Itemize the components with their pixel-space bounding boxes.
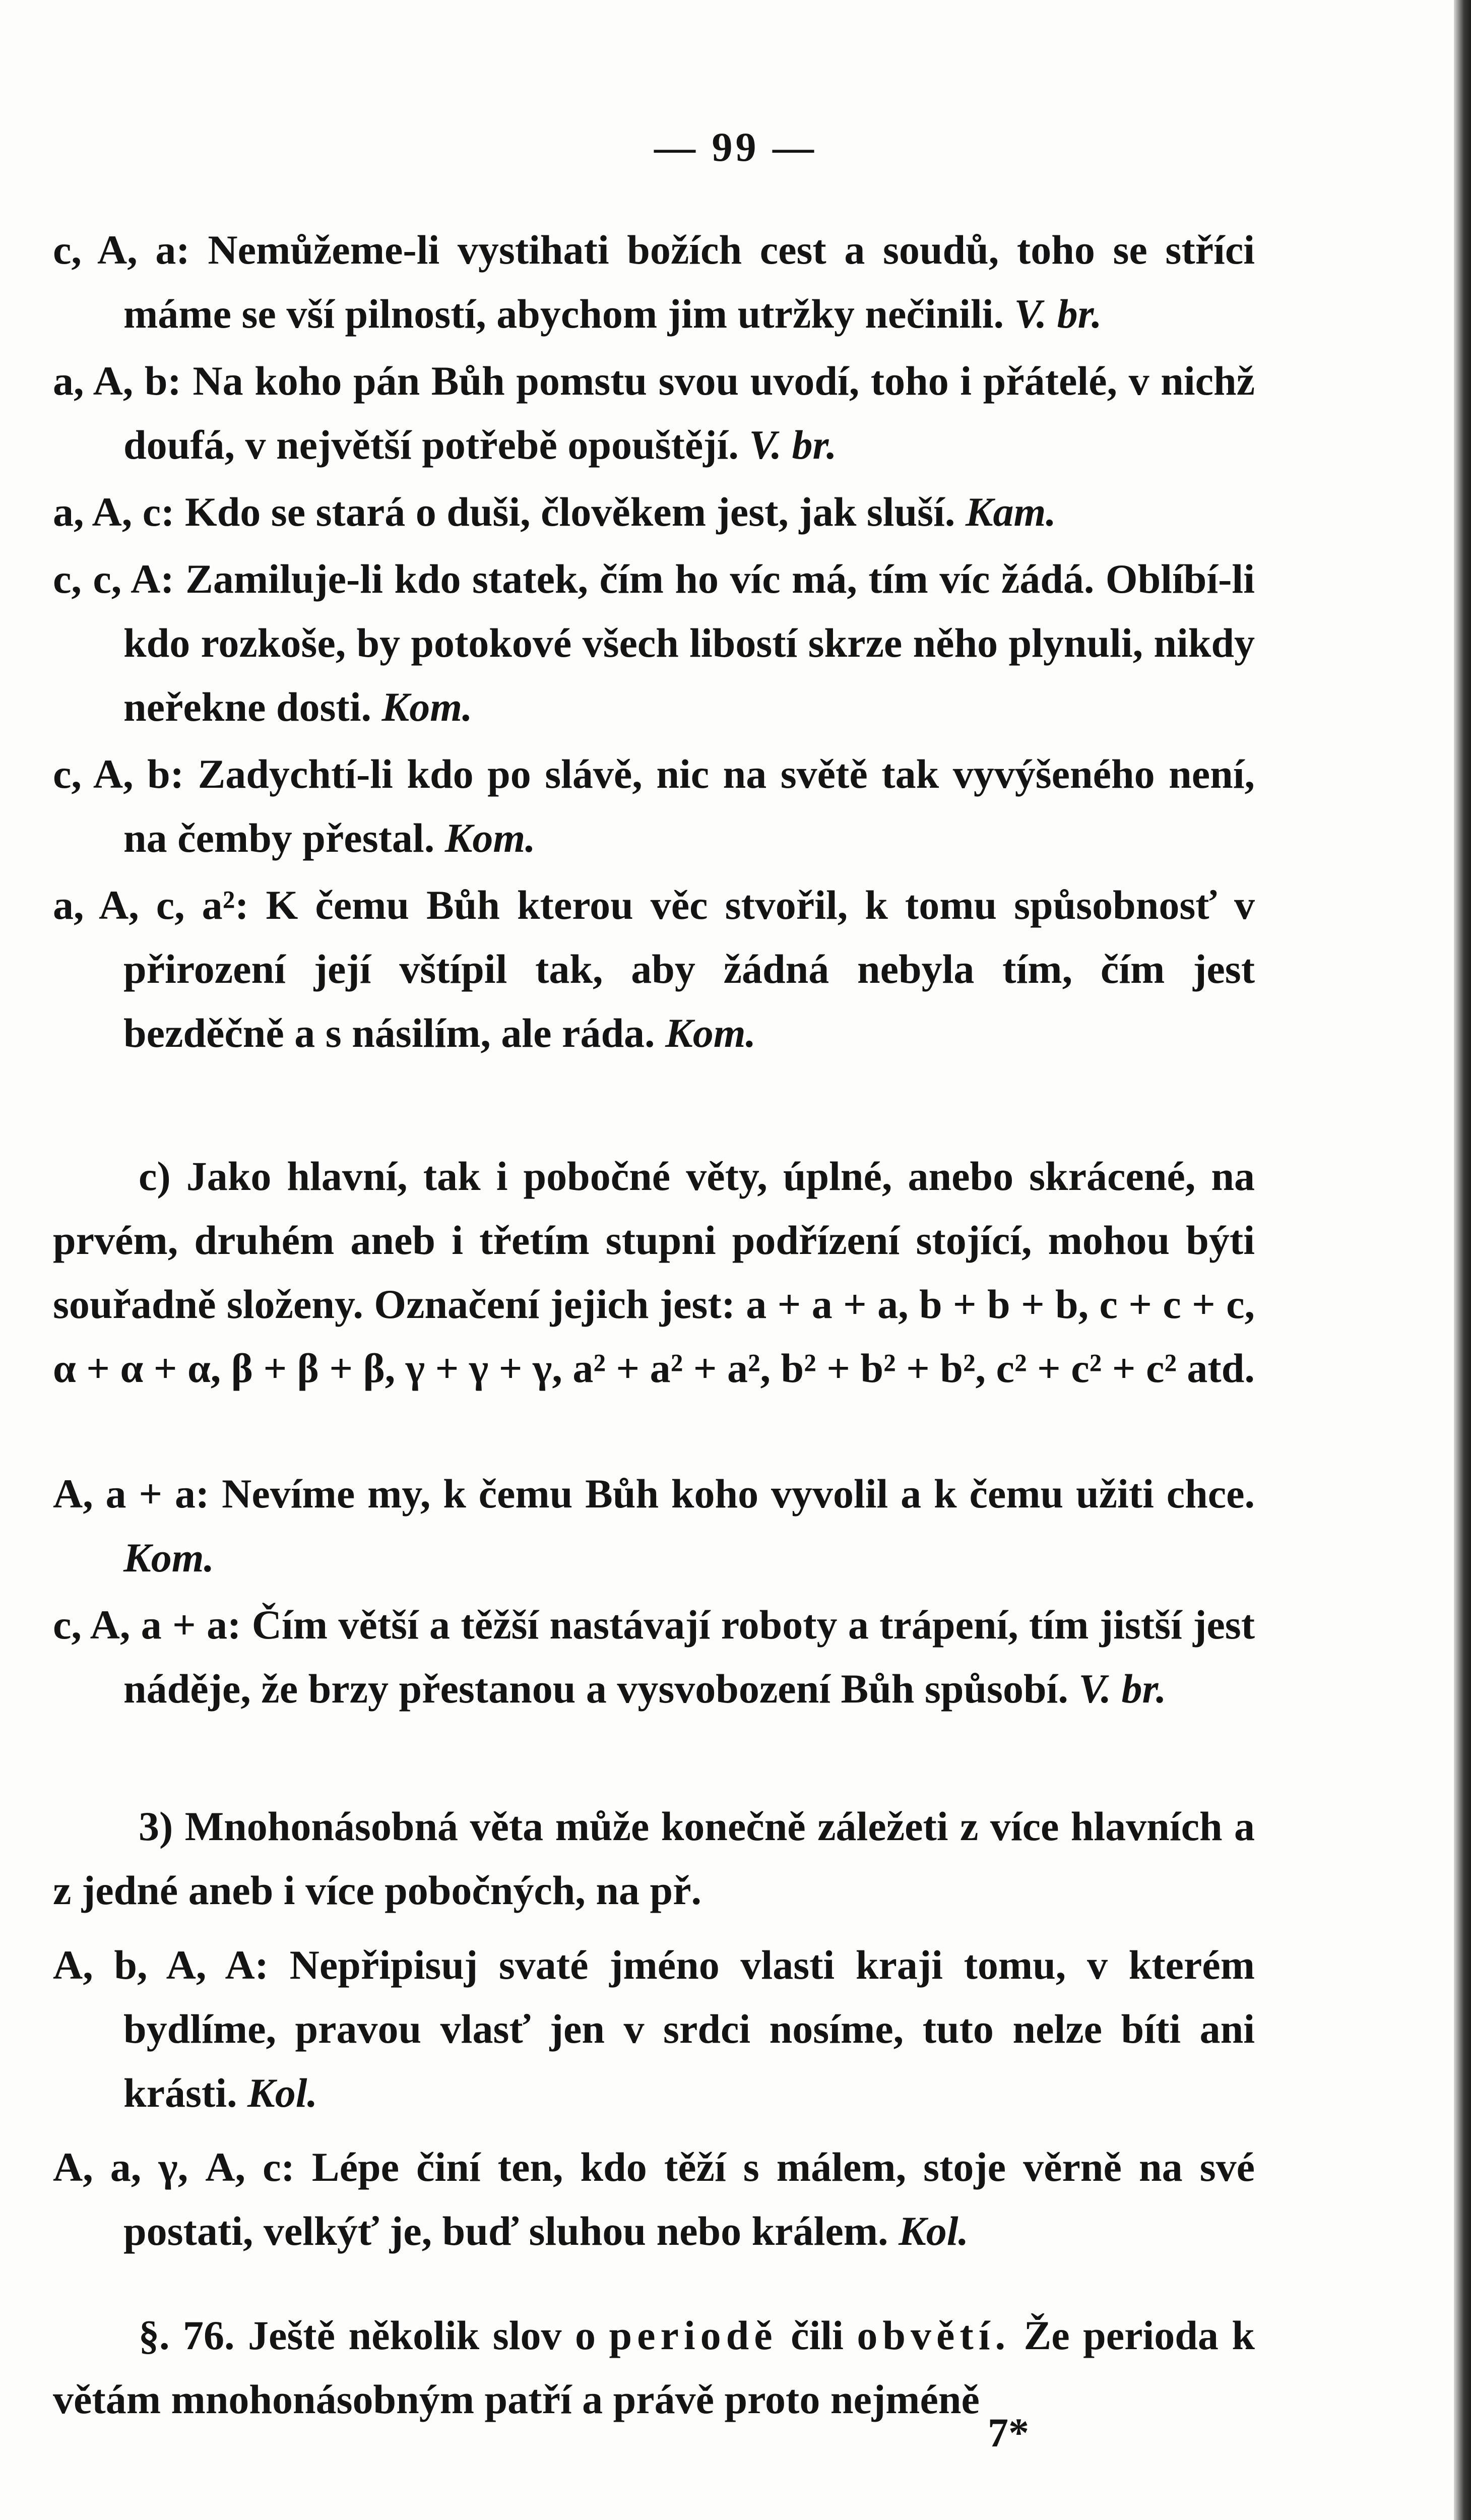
example-label: A, a, γ, A, c: bbox=[53, 2144, 295, 2190]
example-3 bbox=[53, 547, 1255, 739]
section-mid: čili bbox=[791, 2312, 844, 2358]
example-1 bbox=[53, 1593, 1255, 1721]
example-1 bbox=[53, 349, 1255, 477]
paragraph-3 bbox=[53, 1794, 1255, 1922]
term-obveti: obvětí. bbox=[857, 2312, 1011, 2358]
example-1 bbox=[53, 2135, 1255, 2263]
examples-block-a bbox=[53, 218, 1255, 1065]
example-label: c, c, A: bbox=[53, 556, 174, 602]
section-76 bbox=[53, 2303, 1255, 2431]
example-text: K čemu Bůh kterou věc stvořil, k tomu spůsobnosť v přirození její vštípil tak, aby žádná nebyla tím, čím jest bezděčně a s násilím, ale ráda. bbox=[123, 882, 1255, 1056]
example-0 bbox=[53, 218, 1255, 346]
example-source: Kol. bbox=[899, 2208, 969, 2254]
example-label: a, A, c: bbox=[53, 489, 175, 535]
example-source: Kam. bbox=[965, 489, 1056, 535]
example-2 bbox=[53, 480, 1255, 544]
example-0 bbox=[53, 1933, 1255, 2125]
example-0 bbox=[53, 1462, 1255, 1590]
example-5 bbox=[53, 873, 1255, 1065]
example-source: Kol. bbox=[247, 2070, 317, 2116]
example-label: a, A, c, a²: bbox=[53, 882, 249, 928]
section-number: §. 76. bbox=[139, 2312, 235, 2358]
example-source: Kom. bbox=[123, 1535, 214, 1581]
example-label: A, a + a: bbox=[53, 1471, 210, 1517]
paragraph-3-text: 3) Mnohonásobná věta může konečně záležeti z více hlavních a z jedné aneb i více pobočných, na př. bbox=[53, 1803, 1255, 1913]
example-label: c, A, a + a: bbox=[53, 1602, 241, 1648]
examples-block-b bbox=[53, 1462, 1255, 1721]
page-edge-shadow bbox=[1454, 0, 1471, 2520]
paragraph-c bbox=[53, 1144, 1255, 1400]
example-source: V. br. bbox=[1014, 291, 1102, 337]
example-text: Lépe činí ten, kdo těží s málem, stoje věrně na své postati, velkýť je, buď sluhou nebo králem. bbox=[123, 2144, 1255, 2254]
paragraph-c-text: c) Jako hlavní, tak i pobočné věty, úplné, anebo skrácené, na prvém, druhém aneb i třetím stupni podřízení stojící, mohou býti souřadně složeny. Označení jejich jest: a + a + a, b + b + b, c + c + c, α + α + α, β + β + β, γ + γ + γ, a² + a² + a², b² + b² + b², c² + c² + c² atd. bbox=[53, 1153, 1255, 1391]
example-text: Na koho pán Bůh pomstu svou uvodí, toho i přátelé, v nichž doufá, v největší potřebě opouštějí. bbox=[123, 358, 1255, 468]
example-text: Nevíme my, k čemu Bůh koho vyvolil a k čemu užiti chce. bbox=[222, 1471, 1255, 1517]
section-rest: Že perioda k větám mnohonásobným patří a právě proto nejméně bbox=[53, 2312, 1255, 2422]
section-lead: Ještě několik slov o bbox=[248, 2312, 596, 2358]
catchword: 7* bbox=[988, 2410, 1029, 2455]
example-text: Zadychtí-li kdo po slávě, nic na světě tak vyvýšeného není, na čemby přestal. bbox=[123, 751, 1255, 861]
term-periode: periodě bbox=[609, 2312, 778, 2358]
example-label: c, A, b: bbox=[53, 751, 184, 797]
example-text: Čím větší a těžší nastávají roboty a trápení, tím jistší jest náděje, že brzy přestanou a vysvobození Bůh spůsobí. bbox=[123, 1602, 1255, 1712]
example-source: Kom. bbox=[444, 815, 536, 861]
section-76-text bbox=[53, 2303, 1255, 2431]
example-label: c, A, a: bbox=[53, 227, 190, 273]
example-text: Kdo se stará o duši, člověkem jest, jak sluší. bbox=[184, 489, 955, 535]
example-source: V. br. bbox=[749, 422, 837, 468]
example-4 bbox=[53, 742, 1255, 870]
example-text: Nepřipisuj svaté jméno vlasti kraji tomu, v kterém bydlíme, pravou vlasť jen v srdci nosíme, tuto nelze bíti ani krásti. bbox=[123, 1942, 1255, 2116]
example-label: A, b, A, A: bbox=[53, 1942, 269, 1988]
examples-block-c bbox=[53, 1933, 1255, 2263]
example-text: Nemůžeme-li vystihati božích cest a soudů, toho se stříci máme se vší pilností, abychom jim utržky nečinili. bbox=[123, 227, 1255, 337]
example-source: V. br. bbox=[1078, 1666, 1167, 1712]
page-number: — 99 — bbox=[654, 124, 817, 170]
example-source: Kom. bbox=[381, 684, 473, 730]
example-label: a, A, b: bbox=[53, 358, 181, 404]
example-text: Zamiluje-li kdo statek, čím ho víc má, tím víc žádá. Oblíbí-li kdo rozkoše, by potokové všech libostí skrze něho plynuli, nikdy neřekne dosti. bbox=[123, 556, 1255, 730]
example-source: Kom. bbox=[665, 1010, 756, 1056]
